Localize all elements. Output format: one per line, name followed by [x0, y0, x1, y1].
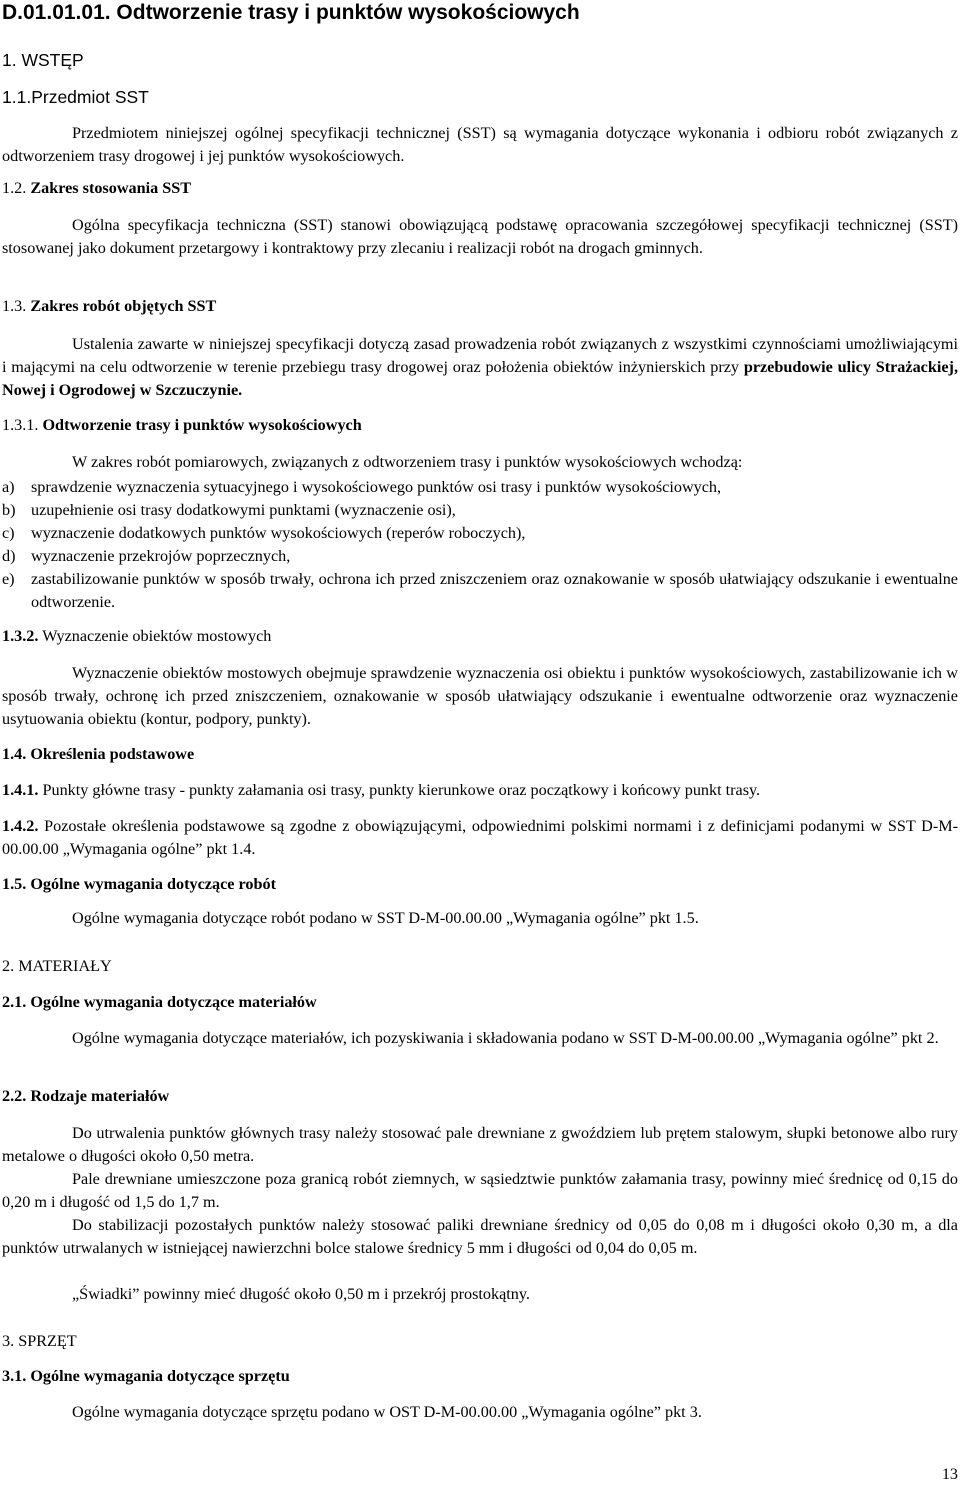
list-item-text: sprawdzenie wyznaczenia sytuacyjnego i wysokościowego punktów osi trasy i punktów wysokościowych, — [31, 478, 722, 496]
section-2-2-paragraph-3: Do stabilizacji pozostałych punktów należy stosować paliki drewniane średnicy od 0,05 do 0,08 m i długości około 0,30 m, a dla punktów utrwalanych w istniejącej nawierzchni bolce stalowe średnicy 5 mm i długości od 0,04 do 0,05 m. — [2, 1216, 958, 1257]
section-1-2-heading — [2, 179, 191, 198]
section-2-2-paragraph-2: Pale drewniane umieszczone poza granicą robót ziemnych, w sąsiedztwie punktów załamania trasy, powinny mieć średnicę od 0,15 do 0,20 m i długość od 1,5 do 1,7 m. — [2, 1170, 958, 1211]
section-1-5-heading: 1.5. Ogólne wymagania dotyczące robót — [2, 875, 276, 893]
list-item-text: zastabilizowanie punktów w sposób trwały, ochrona ich przed zniszczeniem oraz oznakowanie w sposób ułatwiający odszukanie i ewentualne odtworzenie. — [31, 570, 958, 611]
list-item — [2, 545, 958, 568]
section-1-3-text-regular: Ustalenia zawarte w niniejszej specyfikacji dotyczą zasad prowadzenia robót związanych z wszystkimi czynnościami umożliwiającymi i mającymi na celu odtworzenie w terenie przebiegu trasy drogowej oraz położenia obiektów inżynierskich przy — [2, 335, 958, 376]
section-3-1-heading: 3.1. Ogólne wymagania dotyczące sprzętu — [2, 1367, 290, 1385]
list-item — [2, 522, 958, 545]
section-1-4-2-text — [2, 815, 958, 861]
section-1-4-1-text — [2, 779, 958, 802]
section-2-heading: 2. MATERIAŁY — [2, 957, 112, 975]
list-item-marker: e) — [2, 570, 15, 588]
section-1-heading: 1. WSTĘP — [2, 50, 84, 70]
section-1-4-heading: 1.4. Określenia podstawowe — [2, 745, 195, 763]
section-1-3-1-intro: W zakres robót pomiarowych, związanych z odtworzeniem trasy i punktów wysokościowych wchodzą: — [72, 453, 743, 471]
list-item-marker: d) — [2, 547, 16, 565]
list-item-marker: a) — [2, 478, 15, 496]
list-item-text: uzupełnienie osi trasy dodatkowymi punktami (wyznaczenie osi), — [31, 501, 456, 519]
section-1-3-1-title: Odtworzenie trasy i punktów wysokościowych — [42, 416, 362, 434]
list-item-text: wyznaczenie dodatkowych punktów wysokościowych (reperów roboczych), — [31, 524, 526, 542]
section-1-3-1-heading — [2, 416, 362, 435]
list-item-text: wyznaczenie przekrojów poprzecznych, — [31, 547, 291, 565]
section-2-1-text: Ogólne wymagania dotyczące materiałów, ich pozyskiwania i składowania podano w SST D-M-00.00.00 „Wymagania ogólne” pkt 2. — [72, 1029, 939, 1047]
section-1-4-1-number: 1.4.1. — [2, 781, 39, 799]
list-item — [2, 476, 958, 499]
section-1-5-text: Ogólne wymagania dotyczące robót podano w SST D-M-00.00.00 „Wymagania ogólne” pkt 1.5. — [72, 909, 699, 927]
section-2-2-paragraph-1: Do utrwalenia punktów głównych trasy należy stosować pale drewniane z gwoździem lub prętem stalowym, słupki betonowe albo rury metalowe o długości około 0,50 metra. — [2, 1124, 958, 1165]
list-item-marker: c) — [2, 524, 15, 542]
page-number: 13 — [941, 1465, 958, 1483]
section-1-2-title: Zakres stosowania SST — [30, 179, 192, 197]
document-title: D.01.01.01. Odtworzenie trasy i punktów wysokościowych — [2, 1, 580, 24]
section-1-4-1-body: Punkty główne trasy - punkty załamania osi trasy, punkty kierunkowe oraz początkowy i końcowy punkt trasy. — [42, 781, 761, 799]
section-1-3-1-number: 1.3.1. — [2, 416, 39, 434]
section-3-heading: 3. SPRZĘT — [2, 1332, 77, 1350]
section-1-4-2-body: Pozostałe określenia podstawowe są zgodne z obowiązującymi, odpowiednimi polskimi normami i z definicjami podanymi w SST D-M-00.00.00 „Wymagania ogólne” pkt 1.4. — [2, 817, 959, 858]
section-1-3-2-number: 1.3.2. — [2, 627, 39, 645]
section-1-1-text: Przedmiotem niniejszej ogólnej specyfikacji technicznej (SST) są wymagania dotyczące wykonania i odbioru robót związanych z odtworzeniem trasy drogowej i jej punktów wysokościowych. — [2, 124, 958, 165]
section-1-4-2-number: 1.4.2. — [2, 817, 39, 835]
list-item-marker: b) — [2, 501, 16, 519]
section-1-2-number: 1.2. — [2, 179, 27, 197]
section-1-3-number: 1.3. — [2, 297, 27, 315]
section-1-2-text: Ogólna specyfikacja techniczna (SST) stanowi obowiązującą podstawę opracowania szczegółowej specyfikacji technicznej (SST) stosowanej jako dokument przetargowy i kontraktowy przy zlecaniu i realizacji robót na drogach gminnych. — [2, 216, 958, 257]
section-1-1-heading: 1.1.Przedmiot SST — [2, 87, 149, 107]
section-2-2-heading: 2.2. Rodzaje materiałów — [2, 1087, 170, 1105]
list-item — [2, 568, 958, 614]
section-2-2-paragraph-4: „Świadki” powinny mieć długość około 0,50 m i przekrój prostokątny. — [72, 1285, 530, 1303]
section-1-3-text-bold: przebudowie ulicy Strażackiej, Nowej i Ogrodowej w Szczuczynie. — [2, 358, 958, 399]
section-3-1-text: Ogólne wymagania dotyczące sprzętu podano w OST D-M-00.00.00 „Wymagania ogólne” pkt 3. — [72, 1403, 702, 1421]
section-1-3-title: Zakres robót objętych SST — [30, 297, 217, 315]
section-1-3-2-heading — [2, 627, 271, 646]
section-1-3-2-title: Wyznaczenie obiektów mostowych — [42, 627, 272, 645]
section-2-1-heading: 2.1. Ogólne wymagania dotyczące materiałów — [2, 993, 317, 1011]
list-item — [2, 499, 958, 522]
section-1-3-heading — [2, 297, 216, 316]
section-1-3-2-text: Wyznaczenie obiektów mostowych obejmuje sprawdzenie wyznaczenia osi obiektu i punktów wysokościowych, zastabilizowanie ich w sposób trwały, ochronę ich przed zniszczeniem, oznakowanie w sposób ułatwiający odszukanie i ewentualne odtworzenie oraz wyznaczenie usytuowania obiektu (kontur, podpory, punkty). — [2, 664, 958, 728]
section-1-3-text — [2, 333, 958, 402]
